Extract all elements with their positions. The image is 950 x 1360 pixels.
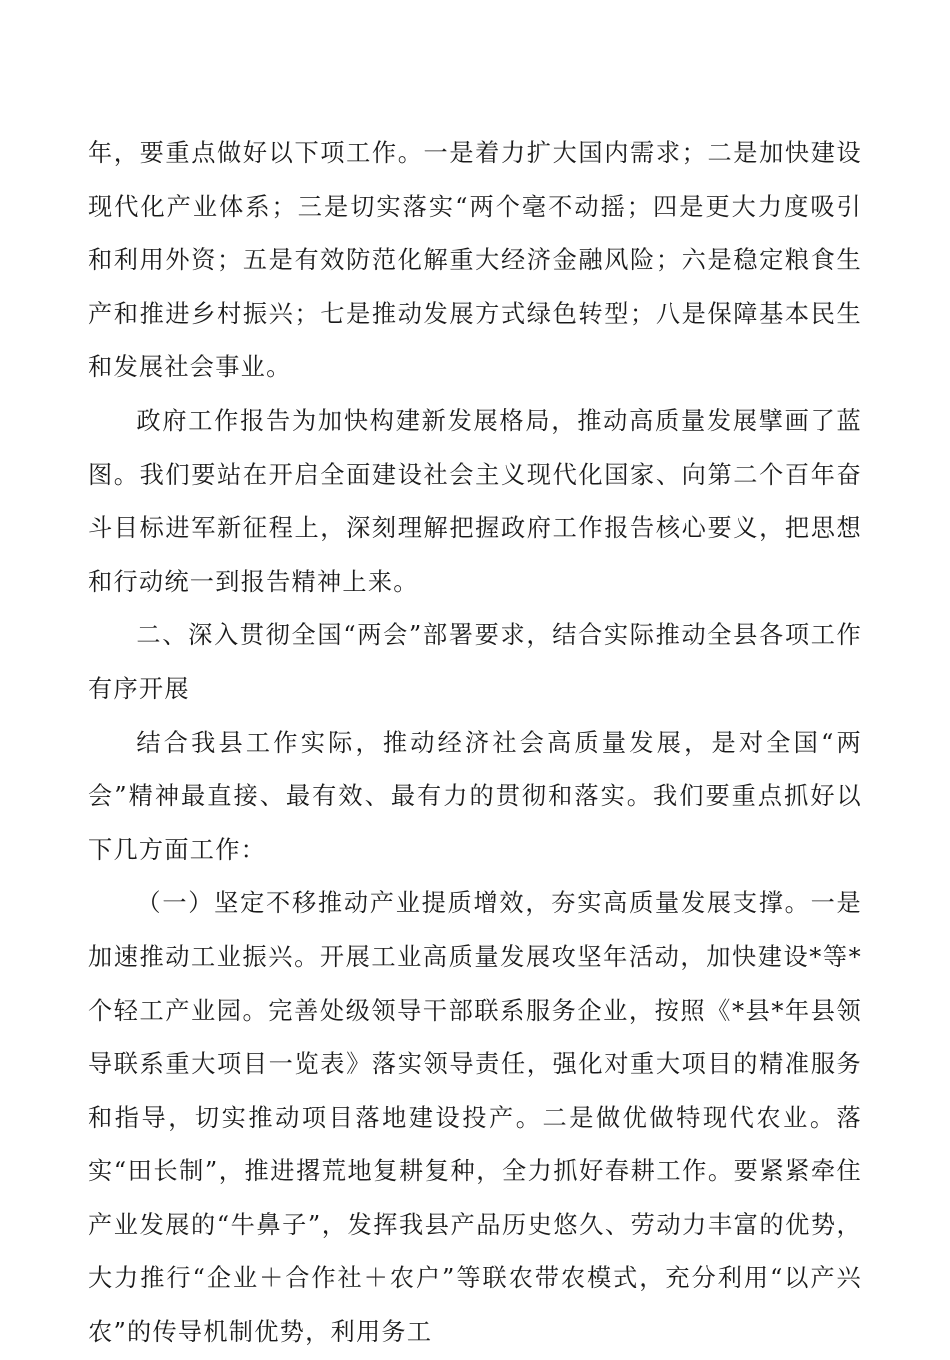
paragraph-county-work: 结合我县工作实际，推动经济社会高质量发展，是对全国“两会”精神最直接、最有效、最有力的贯彻和落实。我们要重点抓好以下几方面工作： <box>88 728 862 864</box>
paragraph-report-blueprint: 政府工作报告为加快构建新发展格局，推动高质量发展擘画了蓝图。我们要站在开启全面建设社会主义现代化国家、向第二个百年奋斗目标进军新征程上，深刻理解把握政府工作报告核心要义，把思想和行动统一到报告精神上来。 <box>88 406 862 596</box>
document-page <box>88 127 862 1360</box>
paragraph-work-tasks: 年，要重点做好以下项工作。一是着力扩大国内需求；二是加快建设现代化产业体系；三是切实落实“两个毫不动摇；四是更大力度吸引和利用外资；五是有效防范化解重大经济金融风险；六是稳定粮食生产和推进乡村振兴；七是推动发展方式绿色转型；八是保障基本民生和发展社会事业。 <box>88 139 862 382</box>
paragraph-industry-upgrade: （一）坚定不移推动产业提质增效，夯实高质量发展支撑。一是加速推动工业振兴。开展工业高质量发展攻坚年活动，加快建设*等*个轻工产业园。完善处级领导干部联系服务企业，按照《*县*年县领导联系重大项目一览表》落实领导责任，强化对重大项目的精准服务和指导，切实推动项目落地建设投产。二是做优做特现代农业。落实“田长制”，推进撂荒地复耕复种，全力抓好春耕工作。要紧紧牵住产业发展的“牛鼻子”，发挥我县产品历史悠久、劳动力丰富的优势，大力推行“企业＋合作社＋农户”等联农带农模式，充分利用“以产兴农”的传导机制优势，利用务工 <box>88 889 862 1347</box>
section-heading-two: 二、深入贯彻全国“两会”部署要求，结合实际推动全县各项工作有序开展 <box>88 621 862 703</box>
